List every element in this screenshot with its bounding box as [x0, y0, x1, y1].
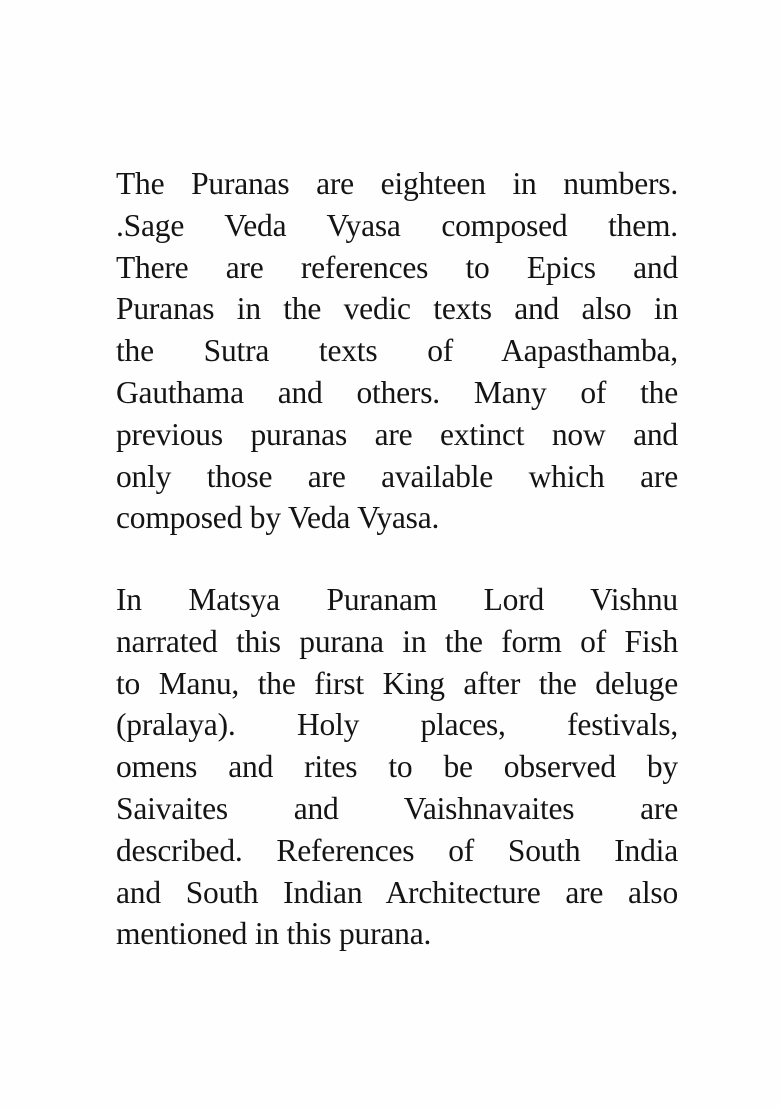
text-line: to Manu, the first King after the deluge — [116, 665, 678, 701]
text-line: narrated this purana in the form of Fish — [116, 623, 678, 659]
text-line: composed by Veda Vyasa. — [116, 500, 440, 536]
text-line: mentioned in this purana. — [116, 916, 432, 952]
text-line: described. References of South India — [116, 832, 678, 868]
text-line: and South Indian Architecture are also — [116, 874, 678, 910]
text-line: There are references to Epics and — [116, 249, 678, 285]
text-line: In Matsya Puranam Lord Vishnu — [116, 582, 678, 617]
paragraph-1 — [116, 163, 678, 539]
text-line: (pralaya). Holy places, festivals, — [116, 707, 678, 743]
text-line: Gauthama and others. Many of the — [116, 374, 678, 410]
text-line: the Sutra texts of Aapasthamba, — [116, 333, 678, 369]
text-line: The Puranas are eighteen in numbers. — [116, 166, 678, 201]
text-line: previous puranas are extinct now and — [116, 416, 678, 452]
text-line: Saivaites and Vaishnavaites are — [116, 790, 678, 826]
paragraph-2 — [116, 579, 678, 955]
text-line: only those are available which are — [116, 458, 678, 494]
text-line: Puranas in the vedic texts and also in — [116, 291, 678, 327]
text-line: .Sage Veda Vyasa composed them. — [116, 207, 678, 243]
text-line: omens and rites to be observed by — [116, 749, 678, 785]
